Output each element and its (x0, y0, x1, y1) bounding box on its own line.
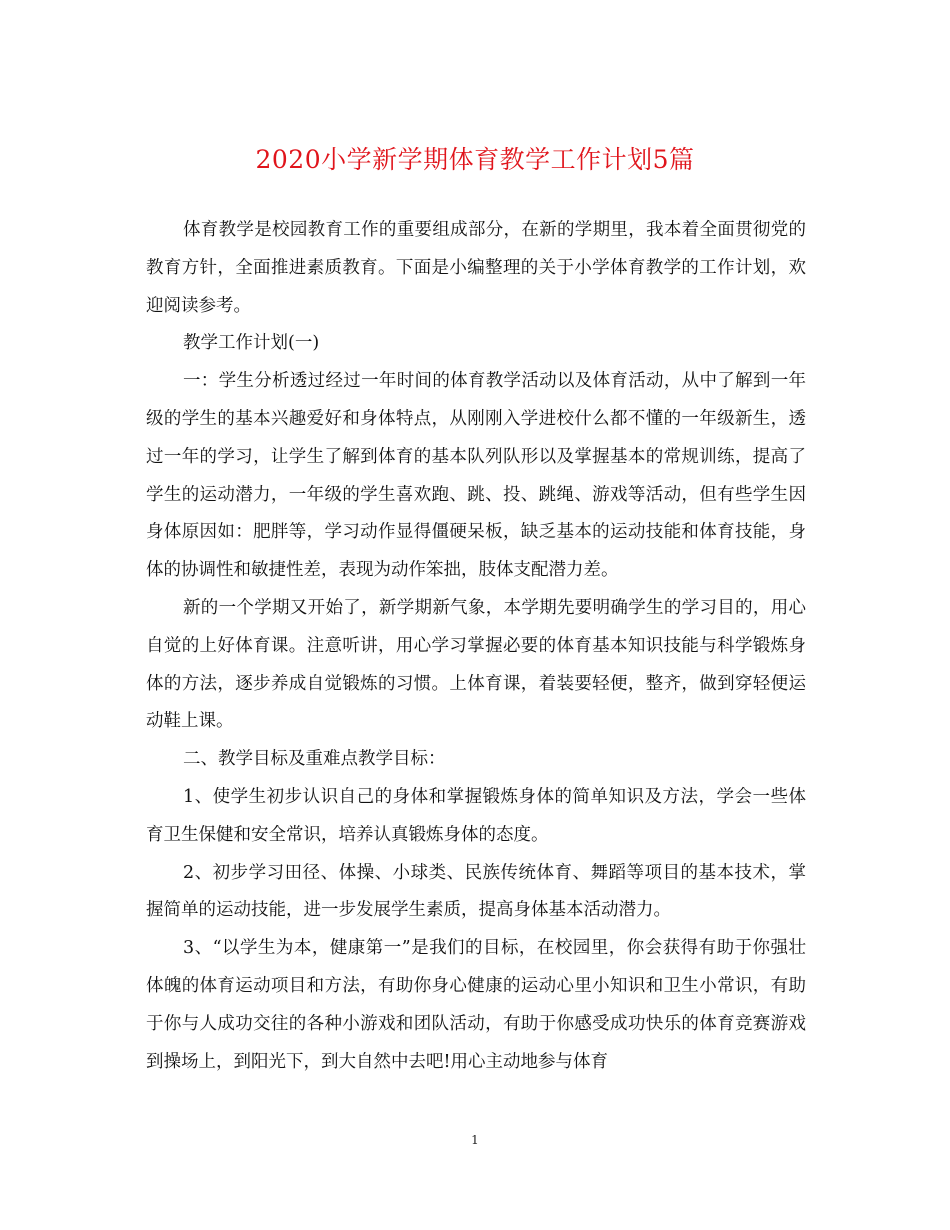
paragraph-goal-1: 1、使学生初步认识自己的身体和掌握锻炼身体的简单知识及方法，学会一些体育卫生保健和安全常识，培养认真锻炼身体的态度。 (146, 786, 806, 845)
section-heading-plan-1: 教学工作计划(一) (183, 333, 320, 354)
page-number: 1 (471, 1133, 479, 1147)
document-title: 2020小学新学期体育教学工作计划5篇 (255, 145, 695, 174)
paragraph-goal-3: 3、“以学生为本，健康第一”是我们的目标，在校园里，你会获得有助于你强壮体魄的体育运动项目和方法，有助你身心健康的运动心里小知识和卫生小常识，有助于你与人成功交往的各种小游戏和团队活动，有助于你感受成功快乐的体育竞赛游戏到操场上，到阳光下，到大自然中去吧!用心主动地参与体育 (146, 938, 806, 1072)
paragraph-intro: 体育教学是校园教育工作的重要组成部分，在新的学期里，我本着全面贯彻党的教育方针，全面推进素质教育。下面是小编整理的关于小学体育教学的工作计划，欢迎阅读参考。 (146, 220, 806, 316)
paragraph-new-semester: 新的一个学期又开始了，新学期新气象，本学期先要明确学生的学习目的，用心自觉的上好体育课。注意听讲，用心学习掌握必要的体育基本知识技能与科学锻炼身体的方法，逐步养成自觉锻炼的习惯。上体育课，着装要轻便，整齐，做到穿轻便运动鞋上课。 (146, 597, 806, 732)
document-body (146, 212, 806, 1081)
paragraph-goal-2: 2、初步学习田径、体操、小球类、民族传统体育、舞蹈等项目的基本技术，掌握简单的运动技能，进一步发展学生素质，提高身体基本活动潜力。 (146, 862, 806, 921)
paragraph-student-analysis: 一：学生分析透过经过一年时间的体育教学活动以及体育活动，从中了解到一年级的学生的基本兴趣爱好和身体特点，从刚刚入学进校什么都不懂的一年级新生，透过一年的学习，让学生了解到体育的基本队列队形以及掌握基本的常规训练，提高了学生的运动潜力，一年级的学生喜欢跑、跳、投、跳绳、游戏等活动，但有些学生因身体原因如：肥胖等，学习动作显得僵硬呆板，缺乏基本的运动技能和体育技能，身体的协调性和敏捷性差，表现为动作笨拙，肢体支配潜力差。 (146, 371, 806, 581)
section-heading-goals: 二、教学目标及重难点教学目标： (183, 749, 446, 770)
